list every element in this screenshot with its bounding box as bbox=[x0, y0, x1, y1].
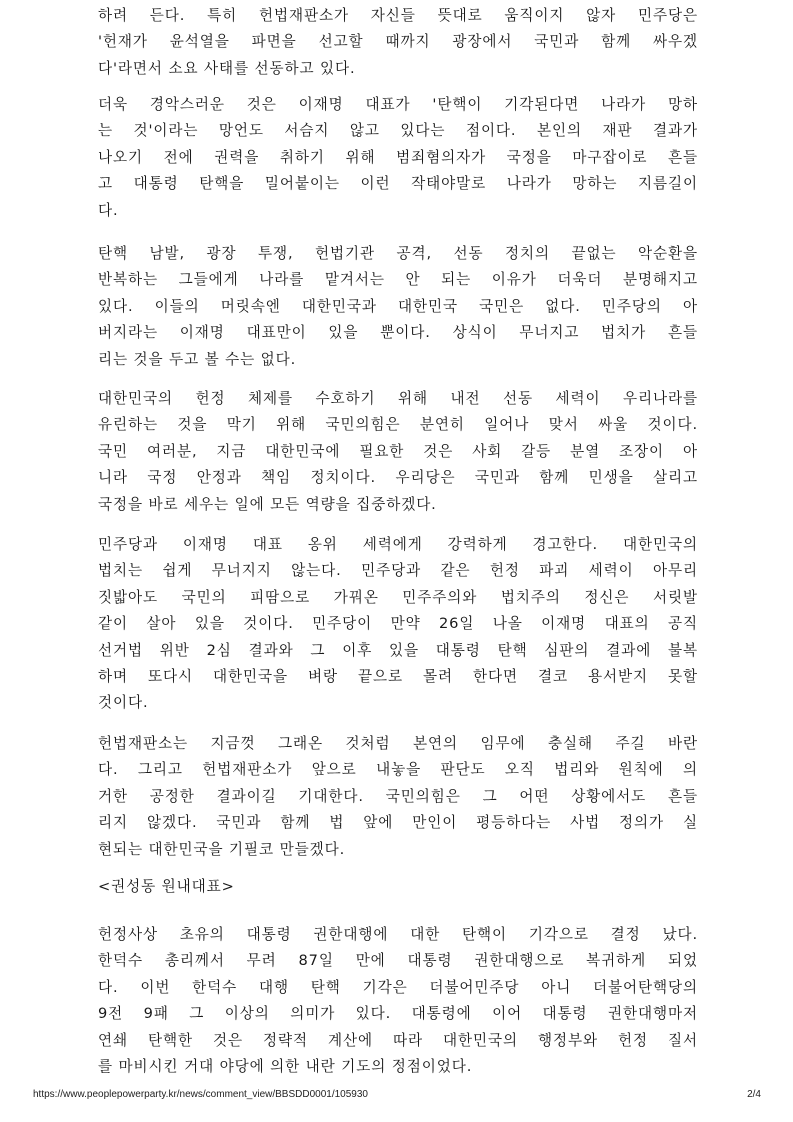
text-line: 국정을 바로 세우는 일에 모든 역량을 집중하겠다. bbox=[98, 495, 437, 513]
text-line: 법치는 쉽게 무너지지 않는다. 민주당과 같은 헌정 파괴 세력이 아무리 bbox=[98, 562, 698, 580]
text-line: 헌법재판소는 지금껏 그래온 것처럼 본연의 임무에 충실해 주길 바란 bbox=[98, 735, 698, 752]
text-line: 리지 않겠다. 국민과 함께 법 앞에 만인이 평등하다는 사법 정의가 실 bbox=[98, 814, 698, 832]
text-line: 거한 공정한 결과이길 기대한다. 국민의힘은 그 어떤 상황에서도 흔들 bbox=[98, 787, 698, 805]
paragraph bbox=[98, 731, 698, 863]
text-line: 9전 9패 그 이상의 의미가 있다. 대통령에 이어 대통령 권한대행마저 bbox=[98, 1005, 698, 1023]
text-line: 리는 것을 두고 볼 수는 없다. bbox=[98, 350, 297, 368]
text-line: 선거법 위반 2심 결과와 그 이후 있을 대통령 탄핵 심판의 결과에 불복 bbox=[98, 641, 698, 659]
paragraph bbox=[98, 386, 698, 518]
text-line: 대한민국의 헌정 체제를 수호하기 위해 내전 선동 세력이 우리나라를 bbox=[98, 390, 698, 407]
text-line: 하려 든다. 특히 헌법재판소가 자신들 뜻대로 움직이지 않자 민주당은 bbox=[98, 7, 698, 24]
text-line: 것이다. bbox=[98, 694, 149, 712]
text-line: 같이 살아 있을 것이다. 민주당이 만약 26일 나올 이재명 대표의 공직 bbox=[98, 615, 698, 633]
paragraph bbox=[98, 92, 698, 224]
text-line: 하며 또다시 대한민국을 벼랑 끝으로 몰려 한다면 결코 용서받지 못할 bbox=[98, 667, 698, 685]
text-line: 헌정사상 초유의 대통령 권한대행에 대한 탄핵이 기각으로 결정 났다. bbox=[98, 926, 698, 943]
paragraph bbox=[98, 922, 698, 1080]
text-line: 나오기 전에 권력을 취하기 위해 범죄혐의자가 국정을 마구잡이로 흔들 bbox=[98, 148, 698, 166]
text-line: 더욱 경악스러운 것은 이재명 대표가 '탄핵이 기각된다면 나라가 망하 bbox=[98, 96, 698, 113]
text-line: 짓밟아도 국민의 피땀으로 가꿔온 민주주의와 법치주의 정신은 서릿발 bbox=[98, 588, 698, 606]
text-line: 있다. 이들의 머릿속엔 대한민국과 대한민국 국민은 없다. 민주당의 아 bbox=[98, 297, 698, 315]
text-line: 다. bbox=[98, 201, 119, 219]
text-line: 다. 이번 한덕수 대행 탄핵 기각은 더불어민주당 아니 더불어탄핵당의 bbox=[98, 978, 698, 996]
text-line: 현되는 대한민국을 기필코 만들겠다. bbox=[98, 840, 346, 858]
footer-url: https://www.peoplepowerparty.kr/news/comment_view/BBSDD0001/105930 bbox=[33, 1089, 368, 1100]
text-line: 고 대통령 탄핵을 밀어붙이는 이런 작태야말로 나라가 망하는 지름길이 bbox=[98, 175, 698, 193]
paragraph bbox=[98, 532, 698, 717]
text-line: 민주당과 이재명 대표 옹위 세력에게 강력하게 경고한다. 대한민국의 bbox=[98, 536, 698, 553]
text-line: 버지라는 이재명 대표만이 있을 뿐이다. 상식이 무너지고 법치가 흔들 bbox=[98, 324, 698, 342]
text-line: 는 것'이라는 망언도 서슴지 않고 있다는 점이다. 본인의 재판 결과가 bbox=[98, 122, 698, 140]
text-line: 국민 여러분, 지금 대한민국에 필요한 것은 사회 갈등 분열 조장이 아 bbox=[98, 442, 698, 460]
text-line: 반복하는 그들에게 나라를 맡겨서는 안 되는 이유가 더욱더 분명해지고 bbox=[98, 271, 698, 289]
text-line: <권성동 원내대표> bbox=[98, 878, 235, 895]
text-line: 다. 그리고 헌법재판소가 앞으로 내놓을 판단도 오직 법리와 원칙에 의 bbox=[98, 761, 698, 779]
text-line: 유린하는 것을 막기 위해 국민의힘은 분연히 일어나 맞서 싸울 것이다. bbox=[98, 416, 698, 434]
text-line: 를 마비시킨 거대 야당에 의한 내란 기도의 정점이었다. bbox=[98, 1057, 473, 1075]
paragraph bbox=[98, 241, 698, 373]
text-line: 탄핵 남발, 광장 투쟁, 헌법기관 공격, 선동 정치의 끝없는 악순환을 bbox=[98, 245, 698, 262]
page-number: 2/4 bbox=[747, 1089, 761, 1100]
text-line: 연쇄 탄핵한 것은 정략적 계산에 따라 대한민국의 행정부와 헌정 질서 bbox=[98, 1031, 698, 1049]
speaker-heading bbox=[98, 874, 698, 900]
paragraph bbox=[98, 3, 698, 82]
text-line: 다'라면서 소요 사태를 선동하고 있다. bbox=[98, 59, 356, 77]
text-line: '헌재가 윤석열을 파면을 선고할 때까지 광장에서 국민과 함께 싸우겠 bbox=[98, 33, 698, 51]
text-line: 니라 국정 안정과 책임 정치이다. 우리당은 국민과 함께 민생을 살리고 bbox=[98, 469, 698, 487]
text-line: 한덕수 총리께서 무려 87일 만에 대통령 권한대행으로 복귀하게 되었 bbox=[98, 952, 698, 970]
